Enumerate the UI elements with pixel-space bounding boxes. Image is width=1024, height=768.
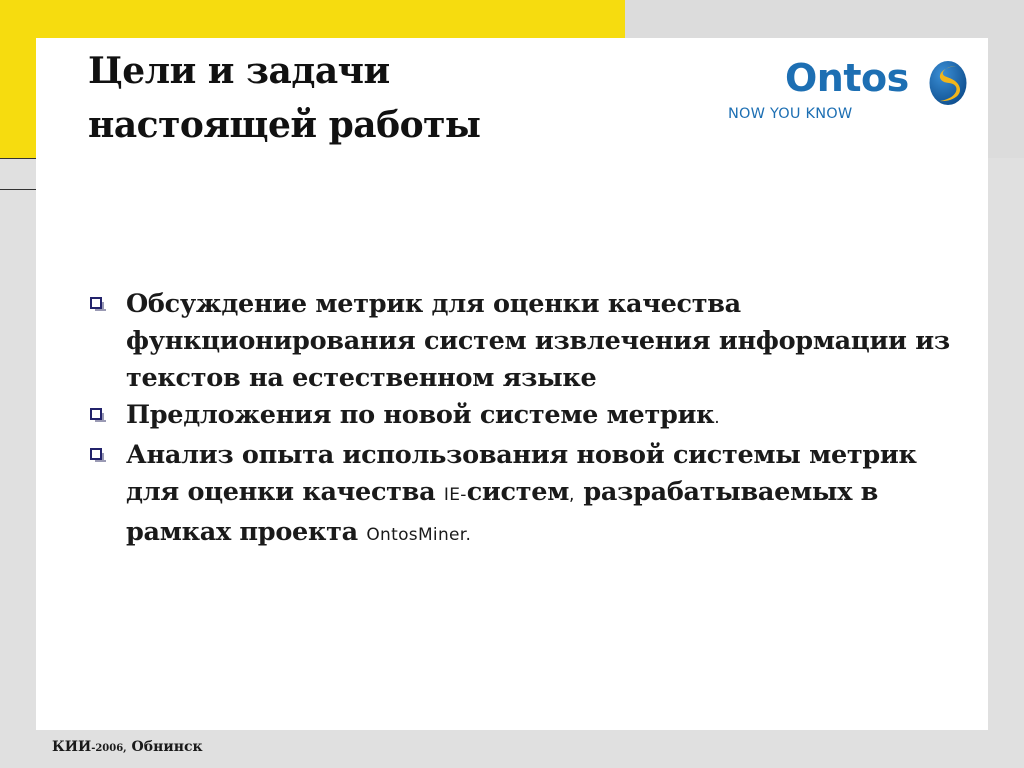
goal-text-tail: .	[714, 408, 720, 428]
decor-rule	[0, 158, 36, 159]
square-bullet-icon	[90, 297, 102, 309]
goal-text: Обсуждение метрик для оценки качества функционирования систем извлечения информации из текстов на естественном языке	[126, 289, 950, 393]
slide-title	[88, 44, 648, 152]
slide-title-line-1: Цели и задачи	[88, 50, 390, 92]
slide-title-line-2: настоящей работы	[88, 104, 481, 146]
logo-wordmark: Ontos	[785, 56, 909, 100]
goal-text: разрабатываемых в рамках проекта	[126, 477, 879, 547]
goal-text: систем	[466, 477, 570, 507]
goal-text-ie: IE-	[443, 485, 467, 505]
decor-rule	[0, 189, 36, 190]
goal-text: Анализ опыта использования новой системы метрик для оценки качества	[126, 440, 917, 507]
footer-year: -2006,	[91, 743, 127, 754]
goal-text-ontosminer: OntosMiner.	[366, 525, 472, 545]
slide-footer	[52, 739, 203, 755]
ontos-swirl-icon	[929, 60, 967, 106]
goal-text: Предложения по новой системе метрик	[126, 400, 715, 430]
square-bullet-icon	[90, 448, 102, 460]
list-item	[88, 437, 978, 554]
ontos-logo	[726, 56, 971, 128]
footer-city: Обнинск	[126, 739, 203, 755]
goal-text-comma: ,	[569, 485, 575, 505]
goals-list	[88, 286, 978, 554]
list-item	[88, 286, 978, 397]
footer-conference: КИИ	[52, 739, 92, 755]
list-item	[88, 397, 978, 437]
square-bullet-icon	[90, 408, 102, 420]
logo-tagline: NOW YOU KNOW	[728, 106, 853, 122]
